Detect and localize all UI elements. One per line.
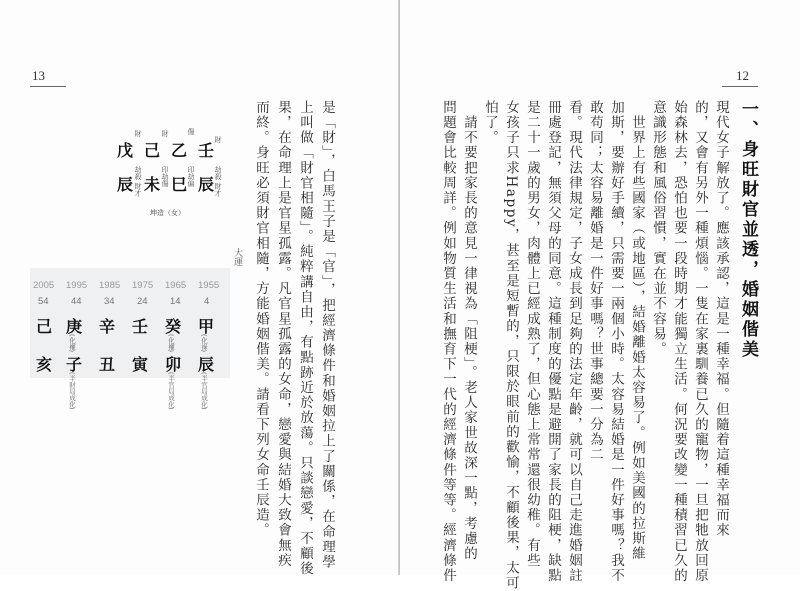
luck-year: 1975: [132, 280, 154, 291]
luck-age: 4: [204, 296, 210, 307]
luck-branch-note: (半官局成化): [200, 372, 208, 410]
body-column: 上叫做「財官相隨」。純粹講自由，有點跡近於放蕩。只談戀愛，不顧後: [297, 100, 313, 577]
branch-year: 辰: [198, 175, 215, 194]
luck-branch-note: (半官局成化): [167, 372, 175, 410]
luck-age: 44: [71, 296, 82, 307]
body-column: 怕了。: [482, 100, 498, 146]
luck-stem-note: (化權): [68, 334, 76, 353]
luck-branch: 卯: [165, 355, 182, 374]
luck-year: 1955: [198, 280, 220, 291]
body-column: 意識形態和風俗習慣，實在並不容易。: [650, 100, 666, 357]
branch-note: 印劫偏: [187, 166, 195, 187]
body-column: 加斯，要辦好手續，只需要一兩個小時。太容易結婚是一件好事嗎？我不: [608, 100, 624, 584]
body-column: 問題會比較周詳。例如物質生活和撫育下一代的經濟條件等等。經濟條件: [440, 100, 456, 584]
branch-day: 未: [144, 175, 161, 194]
section-heading: 一、身旺財官並透，婚姻偕美: [738, 100, 758, 360]
luck-branch: 丑: [99, 355, 116, 374]
luck-age: 14: [170, 296, 181, 307]
body-column: 敢苟同；太容易離婚是一件好事嗎？世事總要一分為二: [587, 100, 603, 463]
body-column: 看。現代法律規定，子女成長到足夠的法定年齡，就可以自己走進婚姻註: [566, 100, 582, 584]
branch-month: 巳: [171, 175, 188, 194]
body-column: 世界上有些國家（或地區），結婚離婚太容易了。例如美國的拉斯維: [629, 100, 645, 562]
body-column: 是「財」，白馬王子是「官」，把經濟條件和婚姻拉上了關係，在命理學: [319, 100, 335, 570]
luck-age: 24: [137, 296, 148, 307]
luck-branch: 寅: [132, 355, 149, 374]
luck-year: 1985: [99, 280, 121, 291]
page-number: 13: [32, 68, 45, 83]
luck-stem: 辛: [99, 317, 116, 336]
luck-stem-note: (化權): [167, 334, 175, 353]
body-column: 請不要把家長的意見一律視為「阻梗」。老人家世故深一點，考慮的: [461, 100, 477, 562]
luck-year: 1995: [66, 280, 88, 291]
stem-year: 壬: [198, 141, 215, 160]
stem-god-label: 財: [161, 130, 169, 137]
page-number: 12: [736, 68, 749, 83]
stem-god-label: 財: [214, 136, 222, 143]
luck-stem-note: (化祿): [200, 334, 208, 353]
branch-hour: 辰: [117, 175, 134, 194]
luck-stem: 壬: [132, 317, 149, 336]
page-number-rule: [722, 86, 758, 87]
stem-hour: 戊: [117, 141, 134, 160]
stem-month: 乙: [171, 141, 188, 160]
luck-stem: 癸: [165, 317, 182, 336]
stem-god-label: 財: [134, 130, 142, 137]
luck-title: 大運: [232, 248, 242, 266]
page-number-rule: [30, 86, 66, 87]
luck-age: 54: [38, 296, 49, 307]
luck-branch-note: (半財局成化): [68, 372, 76, 410]
luck-stem: 庚: [66, 317, 83, 336]
body-column: 果，在命理上是官星孤露。凡官星孤露的女命，戀愛與結婚大致會無疾: [275, 100, 291, 569]
luck-branch: 辰: [198, 355, 215, 374]
stem-day: 己: [144, 141, 161, 160]
luck-branch: 亥: [36, 355, 53, 374]
body-column: 冊處登記，無須父母的同意。這種制度的優點是避開了家長的阻梗，缺點: [545, 100, 561, 584]
right-page: [400, 0, 800, 591]
branch-note: 劫殺 財才: [214, 166, 222, 197]
body-column: 始森林去，恐怕也要一段時期才能獨立生活。何況要改變一種積習已久的: [671, 100, 687, 584]
body-column: 是二十一歲的男女，肉體上已經成熟了，但心態上常常還很幼稚。有些: [524, 100, 540, 569]
body-column: 現代女子解放了。應該承認，這是一種幸福。但隨着這種幸福而來: [713, 100, 729, 538]
luck-stem: 己: [36, 317, 53, 336]
left-page: [0, 0, 400, 575]
body-column: 女孩子只求Happy，甚至是短暫的，只限於眼前的歡愉，不顧後果，太可: [503, 100, 519, 591]
gender-note: 坤造（女）: [150, 209, 185, 217]
body-column: 而終。身旺必須財官相隨，方能婚姻偕美。請看下列女命壬辰造。: [253, 100, 269, 538]
luck-year: 1965: [165, 280, 187, 291]
luck-year: 2005: [33, 280, 55, 291]
luck-age: 34: [104, 296, 115, 307]
luck-stem: 甲: [198, 317, 215, 336]
branch-note: 劫殺 財才: [134, 166, 142, 197]
stem-god-label: 傷: [187, 128, 195, 135]
branch-note: 印劫傷: [161, 166, 169, 187]
luck-branch: 子: [66, 355, 83, 374]
body-column: 的，又會有另外一種煩惱。一隻在家裏馴養已久的寵物，一旦把牠放回原: [692, 100, 708, 584]
